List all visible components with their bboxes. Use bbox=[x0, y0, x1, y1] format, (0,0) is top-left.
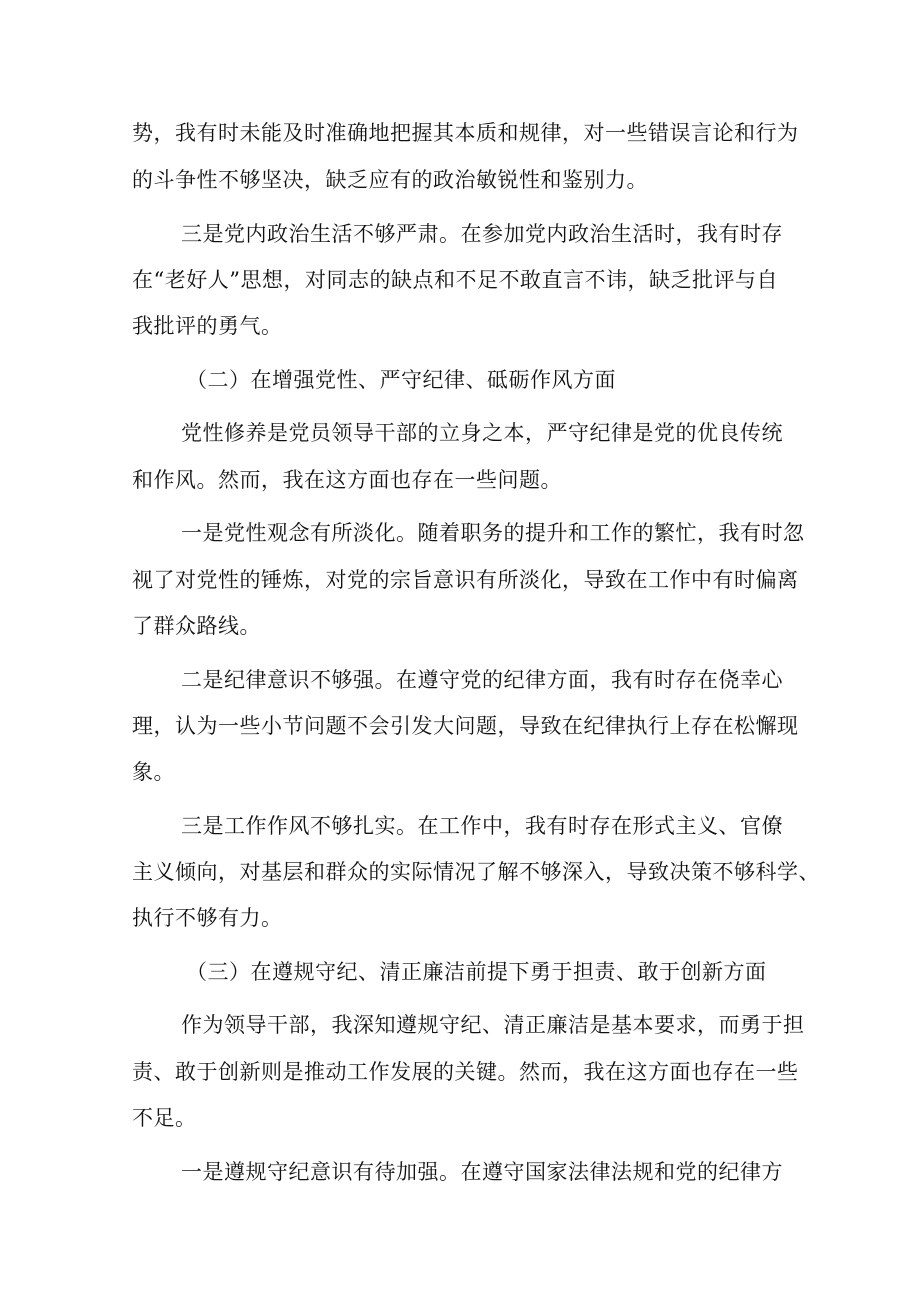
paragraph-line: 我批评的勇气。 bbox=[132, 314, 283, 338]
paragraph-line: 作为领导干部，我深知遵规守纪、清正廉洁是基本要求，而勇于担 bbox=[181, 1013, 805, 1037]
paragraph-line: 象。 bbox=[132, 760, 175, 784]
paragraph-line: 不足。 bbox=[132, 1106, 197, 1130]
paragraph-line: 党性修养是党员领导干部的立身之本，严守纪律是党的优良传统 bbox=[181, 421, 783, 445]
paragraph-line: 一是遵规守纪意识有待加强。在遵守国家法律法规和党的纪律方 bbox=[181, 1160, 783, 1184]
paragraph-line: 了群众路线。 bbox=[132, 614, 261, 638]
paragraph-line: 一是党性观念有所淡化。随着职务的提升和工作的繁忙，我有时忽 bbox=[181, 521, 805, 545]
section-heading: （三）在遵规守纪、清正廉洁前提下勇于担责、敢于创新方面 bbox=[186, 960, 767, 984]
paragraph-line: 二是纪律意识不够强。在遵守党的纪律方面，我有时存在侥幸心 bbox=[181, 668, 783, 692]
paragraph-line: 在“老好人”思想，对同志的缺点和不足不敢直言不讳，缺乏批评与自 bbox=[132, 268, 778, 292]
paragraph-line: 和作风。然而，我在这方面也存在一些问题。 bbox=[132, 468, 562, 492]
paragraph-line: 势，我有时未能及时准确地把握其本质和规律，对一些错误言论和行为 bbox=[132, 121, 799, 145]
paragraph-line: 主义倾向，对基层和群众的实际情况了解不够深入，导致决策不够科学、 bbox=[132, 860, 820, 884]
paragraph-line: 视了对党性的锤炼，对党的宗旨意识有所淡化，导致在工作中有时偏离 bbox=[132, 568, 799, 592]
paragraph-line: 执行不够有力。 bbox=[132, 906, 283, 930]
paragraph-line: 三是党内政治生活不够严肃。在参加党内政治生活时，我有时存 bbox=[181, 222, 783, 246]
paragraph-line: 的斗争性不够坚决，缺乏应有的政治敏锐性和鉴别力。 bbox=[132, 168, 648, 192]
section-heading: （二）在增强党性、严守纪律、砥砺作风方面 bbox=[186, 368, 616, 392]
paragraph-line: 理，认为一些小节问题不会引发大问题，导致在纪律执行上存在松懈现 bbox=[132, 714, 799, 738]
paragraph-line: 责、敢于创新则是推动工作发展的关键。然而，我在这方面也存在一些 bbox=[132, 1060, 799, 1084]
paragraph-line: 三是工作作风不够扎实。在工作中，我有时存在形式主义、官僚 bbox=[181, 814, 783, 838]
